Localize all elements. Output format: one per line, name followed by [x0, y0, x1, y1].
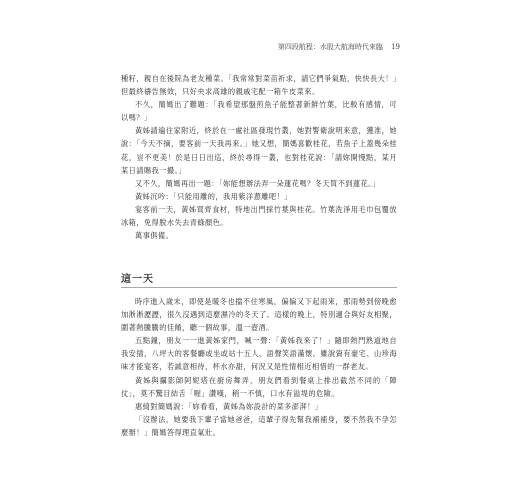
paragraph: 黃姊與攝影師阿妮塔在廚房舞弄，朋友們看到餐桌上排出截然不同的「陣仗」，莫不驚目結舌「喔」讚嘆，稍一不慎，口水有溢堤的危險。	[121, 375, 397, 398]
paragraph: 「沒辦法，她要我下輩子當她爸爸，這輩子得先幫我補補身，要不然我不孕怎麼辦！」簡媽答得理直氣壯。	[121, 414, 397, 437]
paragraph: 五點鐘，朋友一一進黃姊家門，喊一聲：「黃姊我來了！」隨即熱門熟道地自我安插，八坪大的客餐廳或坐或站十五人，語聲笑語滿懷。雖說資有豪宅、山珍海味才能宴客，若誠意相待，杯水亦甜，何況又是性情相近相惜的一群老友。	[121, 336, 397, 372]
chapter-title: 第四段航程：水股大航海時代來臨	[277, 43, 383, 51]
body-text-lower	[121, 295, 397, 439]
paragraph: 黃姊請遍住家附近，終於在一處社區發現竹叢，她對警衛說明來意，獲准，她說：「今天不摘，要客前一天我再來。」她又想，簡媽喜歡桂花，若魚子上蓋幾朵桂花，豈不更美！於是日日出巡，終於尋得一叢，也對桂花說：「請妳開慢點，某月某日請賜我一撮。」	[121, 126, 397, 175]
paragraph: 不久，簡媽出了難題：「我希望那盤煎魚子能整著新鮮竹葉，比較有感情，可以嗎？」	[121, 100, 397, 123]
paragraph: 宴客前一天，黃姊買齊食材，特地出門採竹葉與桂花。竹葉洗淨用毛巾包覆放冰箱，免得脫水失去青綠顏色。	[121, 204, 397, 228]
paragraph: 時序進入歲末，即使是暖冬也擋不住寒風，偏偏又下起雨來，那雨勢到傍晚愈加淅淅瀝瀝，很久沒遇到這麼濕冷的冬天了。這樣的晚上，特別適合與好友相聚，圍著熱騰騰的佳餚，聽一個故事，溫一壺酒。	[121, 297, 397, 333]
paragraph: 又不久，簡媽再出一題：「妳能想辦法弄一朵蓮花嗎？冬天買不到蓮花。」	[135, 178, 380, 188]
paragraph: 種籽，親自在後院為老友種菜。「我常常對菜苗祈求，請它們爭氣點，快快長大！」但最終禱告無效，只好央求高雄的親戚宅配一箱牛皮菜來。	[121, 74, 397, 97]
page-number: 19	[391, 43, 400, 51]
paragraph: 黃姊沉吟：「只能用雕的，我用紫洋蔥雕吧！」	[135, 191, 292, 201]
section-divider	[121, 287, 397, 288]
paragraph: 惠綺對簡媽說：「妳看看，黃姊為妳設計的菜多澎湃！」	[135, 401, 323, 411]
running-header	[278, 42, 400, 52]
body-text-upper	[121, 72, 397, 242]
section-heading: 這一天	[121, 274, 154, 285]
paragraph: 萬事俱備。	[135, 231, 174, 241]
